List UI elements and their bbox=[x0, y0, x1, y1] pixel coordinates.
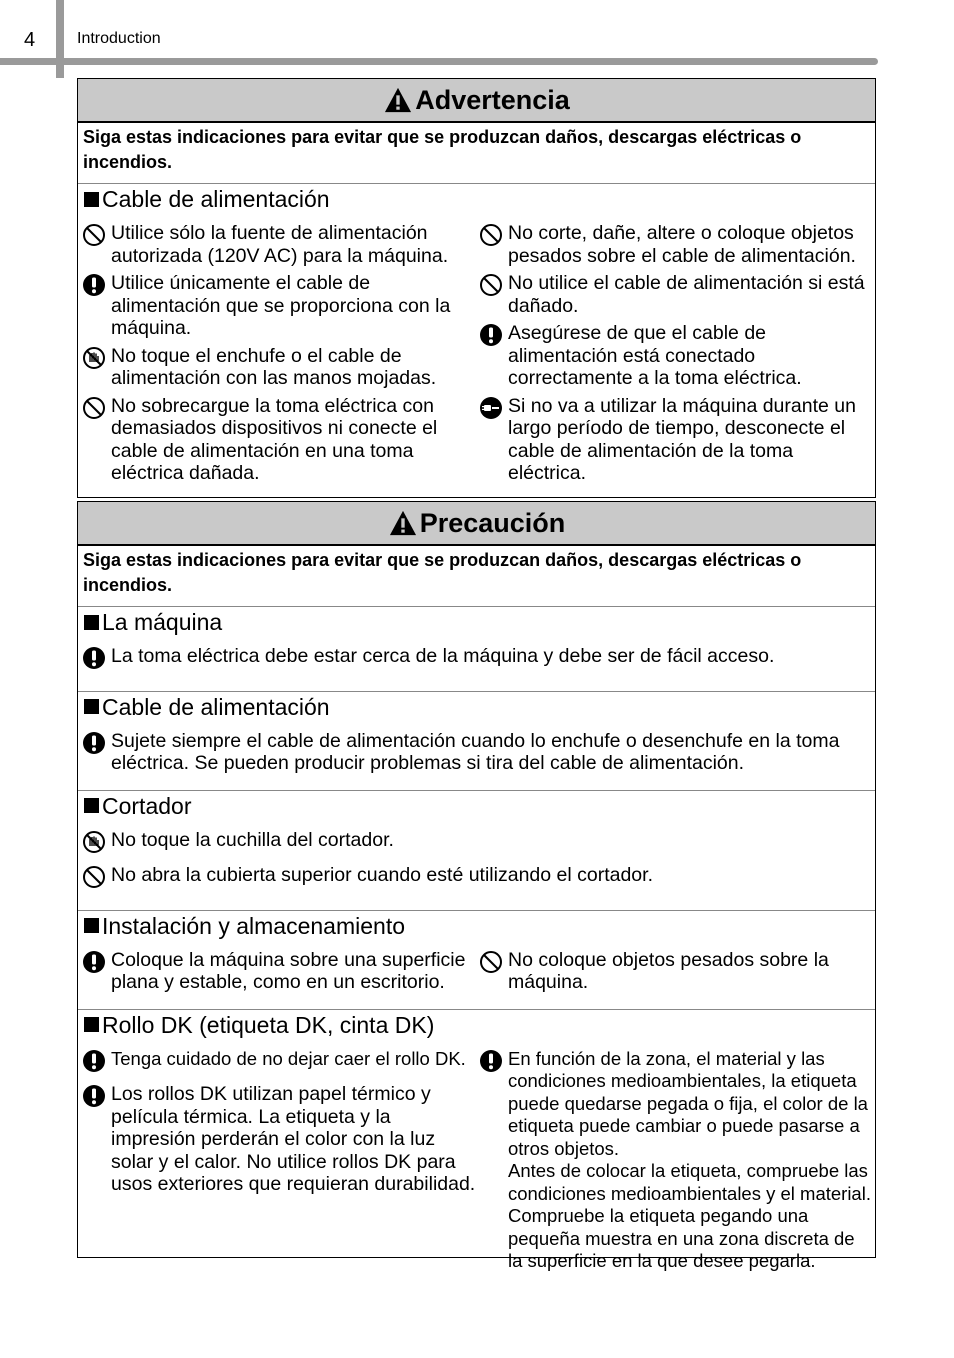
warning-title: Advertencia bbox=[415, 84, 570, 115]
list-item: Asegúrese de que el cable de alimentación está conectado correctamente a la toma eléctrica. bbox=[479, 322, 871, 390]
section-heading: Instalación y almacenamiento bbox=[82, 911, 871, 941]
list-item: Utilice únicamente el cable de alimentación que se proporciona con la máquina. bbox=[82, 272, 479, 340]
list-item: No abra la cubierta superior cuando esté utilizando el cortador. bbox=[82, 864, 871, 895]
mandatory-icon bbox=[82, 1049, 106, 1073]
bullet-square-icon bbox=[84, 615, 99, 630]
prohibited-icon bbox=[479, 273, 503, 297]
mandatory-icon bbox=[479, 1049, 503, 1073]
mandatory-icon bbox=[82, 950, 106, 974]
warning-triangle-icon bbox=[383, 86, 413, 114]
warning-box bbox=[77, 78, 876, 498]
prohibited-icon bbox=[82, 865, 106, 889]
no-touch-icon bbox=[82, 830, 106, 854]
bullet-square-icon bbox=[84, 1017, 99, 1032]
prohibited-icon bbox=[82, 396, 106, 420]
caution-lead: Siga estas indicaciones para evitar que se produzcan daños, descargas eléctricas o incendios. bbox=[78, 546, 875, 607]
list-item: No utilice el cable de alimentación si está dañado. bbox=[479, 272, 871, 317]
caution-install-left-column bbox=[82, 949, 479, 999]
mandatory-icon bbox=[82, 646, 106, 670]
mandatory-icon bbox=[82, 273, 106, 297]
bullet-square-icon bbox=[84, 798, 99, 813]
list-item: No toque la cuchilla del cortador. bbox=[82, 829, 871, 860]
warning-cable-right-column bbox=[479, 222, 871, 490]
list-item: La toma eléctrica debe estar cerca de la máquina y debe ser de fácil acceso. bbox=[82, 645, 871, 676]
prohibited-icon bbox=[479, 950, 503, 974]
caution-cutter-section bbox=[78, 791, 875, 911]
prohibited-icon bbox=[479, 223, 503, 247]
list-item bbox=[479, 1048, 871, 1273]
header-vertical-rule bbox=[56, 0, 64, 78]
section-heading: Cable de alimentación bbox=[82, 692, 871, 722]
caution-title: Precaución bbox=[419, 507, 566, 538]
prohibited-icon bbox=[82, 223, 106, 247]
warning-triangle-icon bbox=[388, 509, 418, 537]
section-heading: Cable de alimentación bbox=[82, 184, 871, 214]
section-heading: Cortador bbox=[82, 791, 871, 821]
caution-install-right-column bbox=[479, 949, 871, 999]
bullet-square-icon bbox=[84, 918, 99, 933]
list-item: Coloque la máquina sobre una superficie plana y estable, como en un escritorio. bbox=[82, 949, 479, 994]
list-item: Los rollos DK utilizan papel térmico y película térmica. La etiqueta y la impresión perderán el color con la luz solar y el calor. No utilice rollos DK para usos exteriores que requieran durabilidad. bbox=[82, 1083, 479, 1196]
list-item: No toque el enchufe o el cable de alimentación con las manos mojadas. bbox=[82, 345, 479, 390]
unplug-icon bbox=[479, 396, 503, 420]
caution-box bbox=[77, 501, 876, 1271]
page-number: 4 bbox=[24, 29, 36, 51]
warning-lead: Siga estas indicaciones para evitar que se produzcan daños, descargas eléctricas o incendios. bbox=[78, 123, 875, 184]
list-item: Si no va a utilizar la máquina durante un largo período de tiempo, desconecte el cable de alimentación de la toma eléctrica. bbox=[479, 395, 871, 485]
mandatory-icon bbox=[82, 1084, 106, 1108]
caution-machine-section bbox=[78, 607, 875, 692]
list-item: Utilice sólo la fuente de alimentación autorizada (120V AC) para la máquina. bbox=[82, 222, 479, 267]
section-heading: La máquina bbox=[82, 607, 871, 637]
list-item: No coloque objetos pesados sobre la máquina. bbox=[479, 949, 871, 994]
caution-roll-left-column bbox=[82, 1048, 479, 1278]
caution-roll-right-column bbox=[479, 1048, 871, 1278]
caution-install-section bbox=[78, 911, 875, 1010]
caution-cable-section bbox=[78, 692, 875, 791]
warning-cable-left-column bbox=[82, 222, 479, 490]
list-item: Sujete siempre el cable de alimentación cuando lo enchufe o desenchufe en la toma eléctrica. Se pueden producir problemas si tira del cable de alimentación. bbox=[82, 730, 871, 775]
mandatory-icon bbox=[82, 731, 106, 755]
list-item: No sobrecargue la toma eléctrica con demasiados dispositivos ni conecte el cable de alimentación en una toma eléctrica dañada. bbox=[82, 395, 479, 485]
section-heading: Rollo DK (etiqueta DK, cinta DK) bbox=[82, 1010, 871, 1040]
caution-title-bar bbox=[78, 502, 875, 546]
caution-roll-section bbox=[78, 1010, 875, 1288]
list-item: Tenga cuidado de no dejar caer el rollo DK. bbox=[82, 1048, 479, 1079]
section-label: Introduction bbox=[77, 30, 161, 47]
mandatory-icon bbox=[479, 323, 503, 347]
no-wet-hands-icon bbox=[82, 346, 106, 370]
bullet-square-icon bbox=[84, 192, 99, 207]
list-item: No corte, dañe, altere o coloque objetos pesados sobre el cable de alimentación. bbox=[479, 222, 871, 267]
warning-title-bar bbox=[78, 79, 875, 123]
bullet-square-icon bbox=[84, 699, 99, 714]
header-horizontal-rule bbox=[0, 58, 878, 65]
warning-cable-section bbox=[78, 184, 875, 500]
roll-note-text: En función de la zona, el material y las condiciones medioambientales, la etiqueta puede quedarse pegada o fija, el color de la etiqueta puede cambiar o puede pasarse a otros objetos. bbox=[507, 1047, 868, 1159]
roll-note-text-2: Antes de colocar la etiqueta, compruebe las condiciones medioambientales y el material. Compruebe la etiqueta pegando una pequeña muestra en una zona discreta de la superficie en la que desee pegarla. bbox=[507, 1160, 871, 1271]
